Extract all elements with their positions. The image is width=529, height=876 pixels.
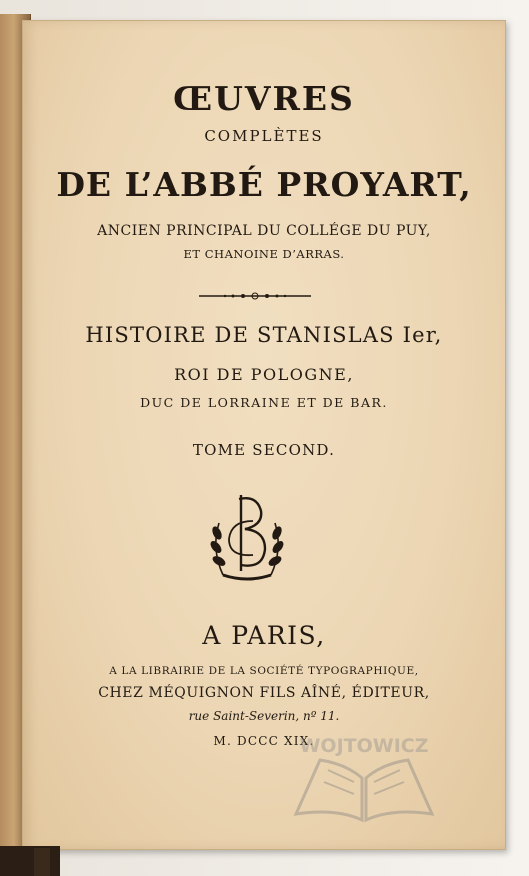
author-role-1: ANCIEN PRINCIPAL DU COLLÉGE DU PUY,: [97, 223, 431, 239]
bookmark-ribbon: [34, 848, 50, 876]
wreath-monogram-icon: [209, 491, 285, 583]
subtitle-king: ROI DE POLOGNE,: [174, 365, 354, 384]
publication-year: M. DCCC XIX.: [213, 734, 315, 748]
author-name: DE L’ABBÉ PROYART,: [56, 165, 472, 204]
history-title: HISTOIRE DE STANISLAS Ier,: [85, 323, 443, 347]
author-role-2: ET CHANOINE D’ARRAS.: [183, 247, 345, 261]
decorative-rule-icon: [199, 291, 311, 301]
subtitle-duke: DUC DE LORRAINE ET DE BAR.: [140, 395, 388, 410]
publisher-address: rue Saint-Severin, nº 11.: [188, 709, 340, 723]
publisher-line-2: CHEZ MÉQUIGNON FILS AÎNÉ, ÉDITEUR,: [98, 685, 430, 701]
watermark-text: WOJTOWICZ: [299, 735, 429, 757]
works-title: ŒUVRES: [173, 79, 355, 118]
book-spine-bottom: [0, 846, 60, 876]
open-book-watermark-icon: [276, 702, 452, 824]
volume-label: TOME SECOND.: [192, 441, 336, 459]
complete-label: COMPLÈTES: [204, 127, 324, 145]
publisher-line-1: A LA LIBRAIRIE DE LA SOCIÉTÉ TYPOGRAPHIQUE,: [109, 665, 419, 677]
publication-place: A PARIS,: [202, 621, 326, 650]
